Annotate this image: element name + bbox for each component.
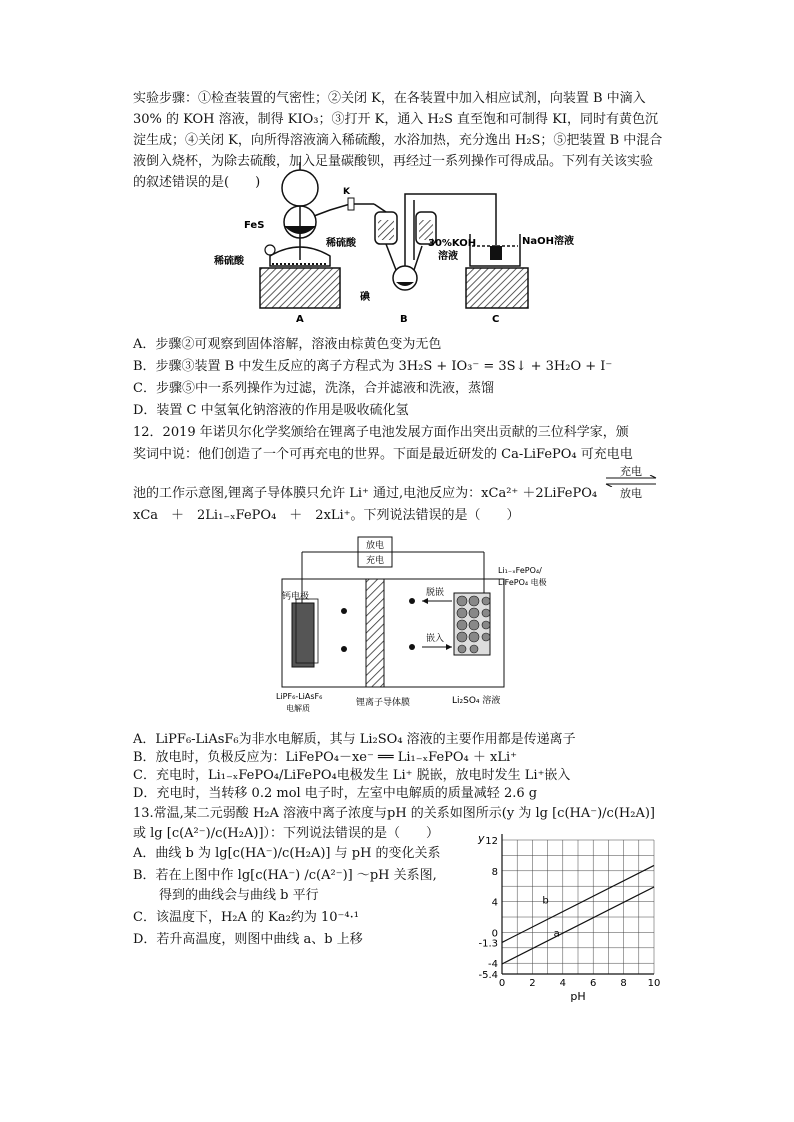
label-iodine: 碘	[360, 292, 370, 303]
label-extract: 脱嵌	[426, 588, 445, 598]
q12-line-1: 12．2019 年诺贝尔化学奖颁给在锂离子电池发展方面作出突出贡献的三位科学家，颁	[133, 425, 629, 440]
arrow-discharge-label: 放电	[620, 487, 642, 500]
x-tick-label: 0	[498, 978, 506, 989]
x-axis-label: pH	[570, 990, 586, 1003]
q13-option-b: B．若在上图中作 lg[c(HA⁻) /c(A²⁻)] ～pH 关系图,	[133, 868, 437, 883]
q12-line-3: 池的工作示意图,锂离子导体膜只允许 Li⁺ 通过,电池反应为：xCa²⁺ ＋2LiFePO₄	[133, 486, 598, 501]
q11-intro: 实验步骤：①检查装置的气密性；②关闭 K，在各装置中加入相应试剂，向装置 B 中滴入 30% 的 KOH 溶液，制得 KIO₃；③打开 K，通入 H₂S 直至饱和可制得 KI，同时有黄色沉淀生成；④关闭 K，向所得溶液滴入稀硫酸，水浴加热，充分逸出 H₂S；⑤把装置 B 中混合液倒入烧杯，为除去硫酸，加入足量碳酸钡，再经过一系列操作可得成品。下列有关该实验的叙述错误的是( )	[133, 91, 663, 190]
q12-option-d: D．充电时，当转移 0.2 mol 电子时，左室中电解质的质量减轻 2.6 g	[133, 786, 538, 801]
battery-figure	[262, 533, 552, 723]
q13-option-c: C．该温度下，H₂A 的 Ka₂约为 10⁻⁴·¹	[133, 910, 359, 925]
q11-option-c: C．步骤⑤中一系列操作为过滤，洗涤，合并滤液和洗液，蒸馏	[133, 381, 494, 396]
x-tick-label: 10	[647, 978, 661, 989]
label-koh: 30%KOH	[428, 238, 477, 249]
label-membrane: 锂离子导体膜	[356, 698, 411, 708]
q11-option-a: A．步骤②可观察到固体溶解，溶液由棕黄色变为无色	[133, 337, 442, 352]
q11-option-b: B．步骤③装置 B 中发生反应的离子方程式为 3H₂S + IO₃⁻ = 3S↓ + 3H₂O + I⁻	[133, 359, 613, 374]
label-discharge: 放电	[365, 541, 385, 551]
y-axis-label: y	[478, 832, 485, 845]
label-a: A	[296, 314, 304, 325]
y-tick-label: 12	[485, 836, 498, 847]
label-c: C	[492, 314, 500, 325]
label-electrolyte-2: 电解质	[286, 704, 310, 713]
q13-option-a: A．曲线 b 为 lg[c(HA⁻)/c(H₂A)] 与 pH 的变化关系	[133, 846, 441, 861]
label-charge: 充电	[365, 556, 385, 566]
series-label-b: b	[542, 895, 549, 907]
q11-option-d: D．装置 C 中氢氧化钠溶液的作用是吸收硫化氢	[133, 403, 409, 418]
y-tick-label: -5.4	[478, 970, 498, 981]
label-acid-mid: 稀硫酸	[326, 238, 356, 249]
ph-chart	[468, 826, 668, 1004]
label-fes: FeS	[244, 220, 265, 231]
q12-option-c: C．充电时，Li₁₋ₓFePO₄/LiFePO₄电极发生 Li⁺ 脱嵌，放电时发生 Li⁺嵌入	[133, 768, 571, 783]
x-tick-label: 6	[590, 978, 597, 989]
y-tick-label: -1.3	[478, 938, 498, 950]
label-right-electrode-1: Li₁₋ₓFePO₄/	[498, 566, 542, 575]
label-right-electrode-2: LiFePO₄ 电极	[498, 578, 547, 587]
arrow-charge-label: 充电	[620, 465, 642, 478]
q12-option-a: A．LiPF₆-LiAsF₆为非水电解质，其与 Li₂SO₄ 溶液的主要作用都是传递离子	[133, 732, 576, 747]
y-tick-label: 8	[491, 866, 498, 878]
label-ca-electrode: 钙电极	[282, 592, 310, 602]
label-solution: Li₂SO₄ 溶液	[452, 696, 501, 706]
y-tick-label: 0	[491, 928, 498, 940]
q13-line-1: 13.常温,某二元弱酸 H₂A 溶液中离子浓度与pH 的关系如图所示(y 为 lg [c(HA⁻)/c(H₂A)]	[133, 806, 655, 821]
label-insert: 嵌入	[426, 634, 445, 644]
stand-a	[260, 268, 340, 308]
x-tick-label: 4	[559, 978, 566, 989]
q12-option-b: B．放电时，负极反应为：LiFePO₄－xe⁻ ══ Li₁₋ₓFePO₄ ＋ xLi⁺	[133, 750, 518, 765]
q12-line-4: xCa ＋ 2Li₁₋ₓFePO₄ ＋ 2xLi⁺。下列说法错误的是（ ）	[133, 508, 520, 523]
label-koh-2: 溶液	[438, 251, 458, 262]
y-tick-label: 4	[491, 897, 498, 909]
label-naoh: NaOH溶液	[522, 236, 574, 247]
label-b: B	[400, 314, 408, 325]
series-label-a: a	[553, 928, 560, 940]
q13-option-d: D．若升高温度，则图中曲线 a、b 上移	[133, 932, 363, 947]
apparatus-figure	[200, 160, 580, 328]
q13-option-b-cont: 得到的曲线会与曲线 b 平行	[133, 888, 319, 903]
label-electrolyte-1: LiPF₆-LiAsF₆	[276, 692, 323, 701]
q13-line-2: 或 lg [c(A²⁻)/c(H₂A)]）：下列说法错误的是（ ）	[133, 826, 440, 841]
y-tick-label: -4	[488, 959, 498, 971]
q12-line-2: 奖词中说：他们创造了一个可再充电的世界。下面是最近研发的 Ca-LiFePO₄ 可充电电	[133, 447, 633, 462]
x-tick-label: 2	[529, 978, 536, 989]
label-acid-left: 稀硫酸	[214, 256, 244, 267]
x-tick-label: 8	[620, 978, 627, 989]
label-k: K	[343, 187, 350, 197]
